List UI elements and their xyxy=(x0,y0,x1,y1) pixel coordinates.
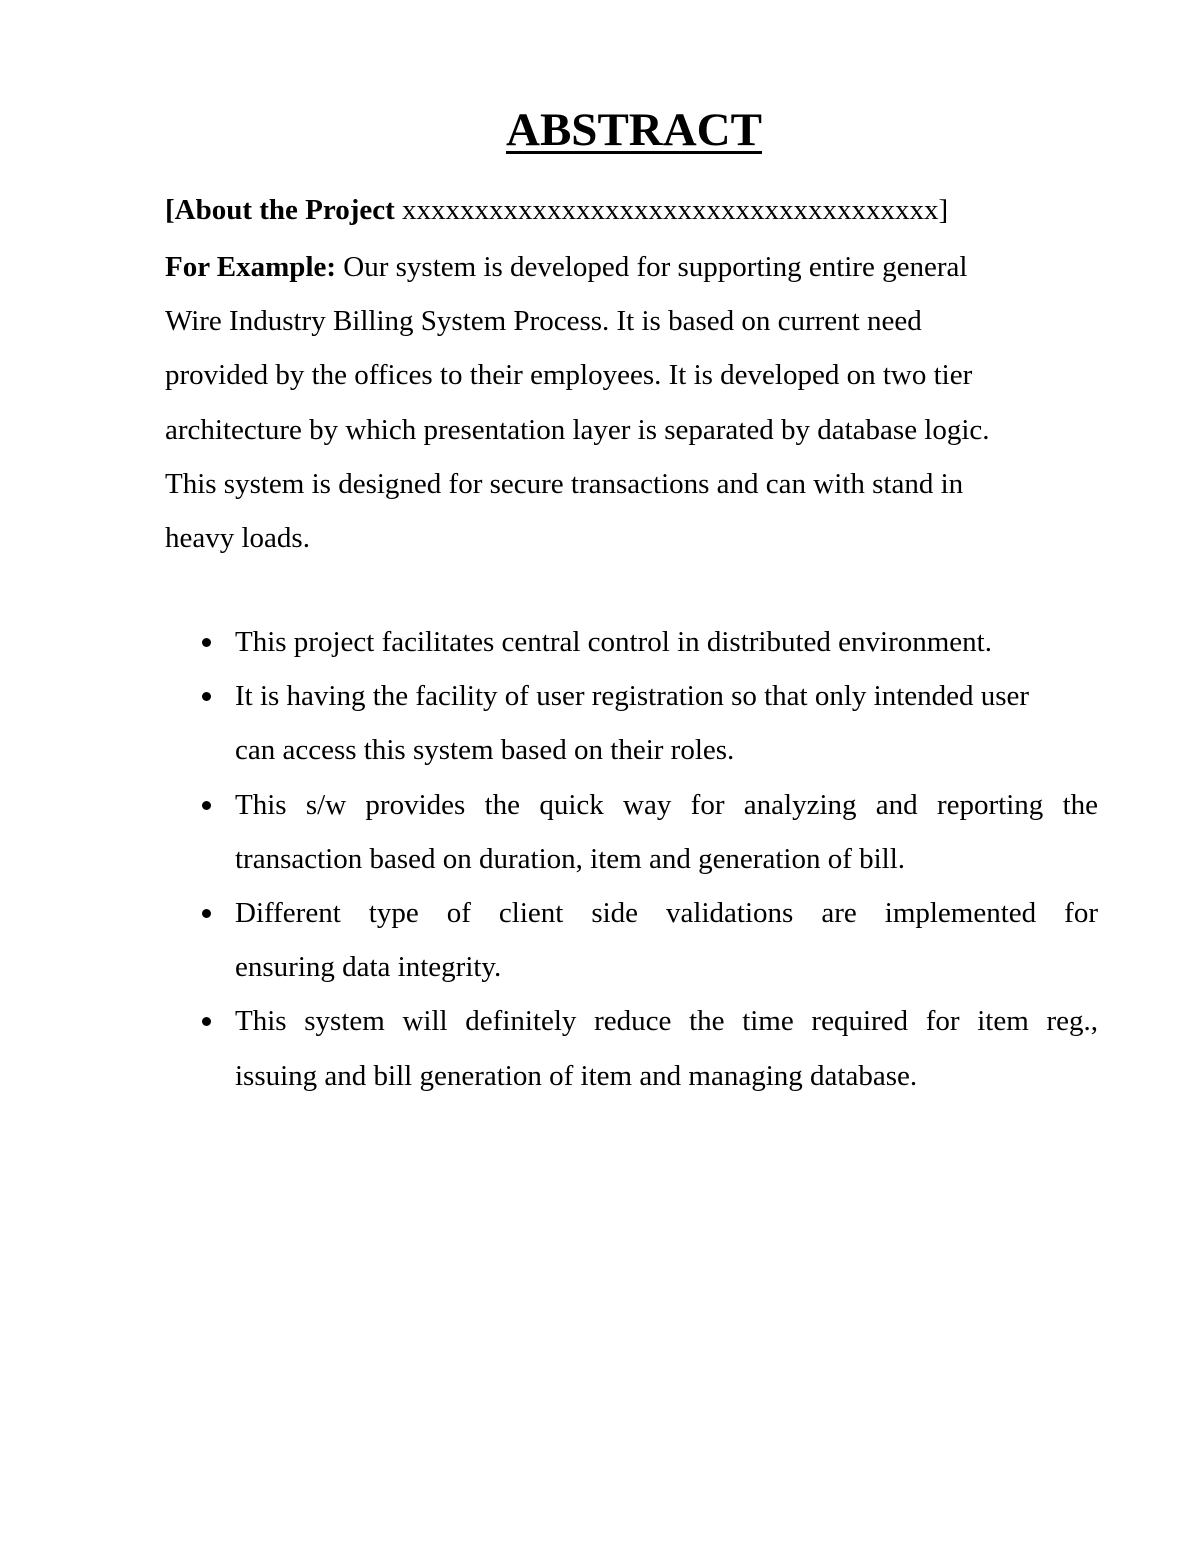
bullet-line: It is having the facility of user registration so that only intended user xyxy=(235,680,1030,713)
bullet-line: Different type of client side validations are implemented for xyxy=(235,897,1098,930)
bullet-item xyxy=(165,994,1098,1102)
bullet-dot-icon xyxy=(202,692,211,701)
bullet-line: ensuring data integrity. xyxy=(235,951,502,984)
bullet-dot-icon xyxy=(202,909,211,918)
bullet-dot-icon xyxy=(202,638,211,647)
about-project-label: [About the Project xyxy=(165,194,403,226)
paragraph-line: heavy loads. xyxy=(165,522,310,555)
bullet-item xyxy=(165,615,1098,669)
paragraph-line: This system is designed for secure transactions and can with stand in xyxy=(165,467,964,500)
bullet-item xyxy=(165,886,1098,994)
example-label: For Example: xyxy=(165,251,337,283)
bullet-line: transaction based on duration, item and generation of bill. xyxy=(235,842,906,875)
paragraph-line: architecture by which presentation layer is separated by database logic. xyxy=(165,413,990,446)
paragraph-line: provided by the offices to their employees. It is developed on two tier xyxy=(165,359,973,392)
bullet-line: issuing and bill generation of item and managing database. xyxy=(235,1059,918,1092)
abstract-paragraph xyxy=(165,240,1065,565)
bullet-item xyxy=(165,778,1098,886)
paragraph-line xyxy=(165,240,1065,294)
about-project-line xyxy=(165,190,948,230)
bullet-line: This project facilitates central control in distributed environment. xyxy=(235,626,992,658)
abstract-title: ABSTRACT xyxy=(506,104,762,156)
bullet-line: can access this system based on their roles. xyxy=(235,734,735,767)
feature-bullet-list xyxy=(165,615,1098,1103)
paragraph-line: Wire Industry Billing System Process. It is based on current need xyxy=(165,305,922,338)
bullet-line: This s/w provides the quick way for analyzing and reporting the xyxy=(235,788,1098,821)
bullet-dot-icon xyxy=(202,1017,211,1026)
about-project-placeholder: xxxxxxxxxxxxxxxxxxxxxxxxxxxxxxxxxxxxx] xyxy=(402,194,949,226)
bullet-dot-icon xyxy=(202,801,211,810)
bullet-item xyxy=(165,669,1098,777)
bullet-line: This system will definitely reduce the time required for item reg., xyxy=(235,1005,1098,1038)
paragraph-line-text: Our system is developed for supporting entire general xyxy=(336,251,968,283)
